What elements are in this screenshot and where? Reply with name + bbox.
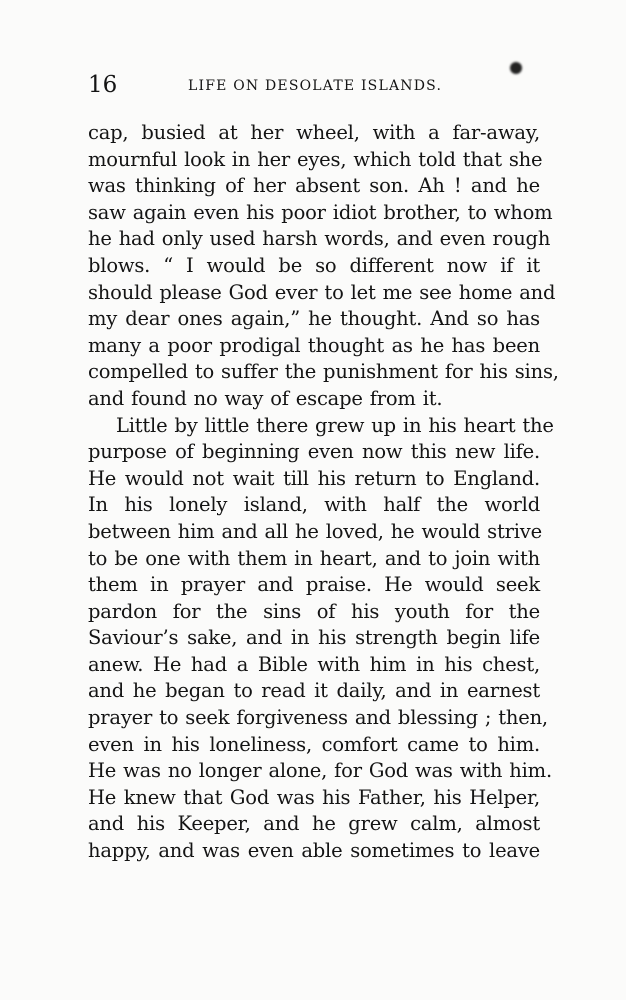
text-line: my dear ones again,” he thought. And so has	[88, 307, 540, 331]
paragraph	[88, 120, 559, 413]
text-line: prayer to seek forgiveness and blessing ; then,	[88, 706, 548, 730]
text-line: He knew that God was his Father, his Helper,	[88, 785, 540, 809]
text-line: and found no way of escape from it.	[88, 386, 443, 410]
text-line: he had only used harsh words, and even rough	[88, 227, 551, 251]
page-body	[88, 120, 559, 865]
text-line: happy, and was even able sometimes to leave	[88, 839, 540, 863]
text-line: Little by little there grew up in his heart the	[116, 413, 554, 437]
text-line: Saviour’s sake, and in his strength begin life	[88, 626, 540, 650]
paragraph	[88, 413, 554, 865]
running-header	[88, 72, 540, 102]
text-line: In his lonely island, with half the world	[88, 493, 540, 517]
text-line: and he began to read it daily, and in earnest	[88, 679, 540, 703]
text-line: them in prayer and praise. He would seek	[88, 573, 540, 597]
text-line: should please God ever to let me see home and	[88, 280, 556, 304]
text-line: anew. He had a Bible with him in his chest,	[88, 652, 540, 676]
text-line: blows. “ I would be so different now if it	[88, 253, 540, 277]
text-line: many a poor prodigal thought as he has been	[88, 333, 540, 357]
running-title: LIFE ON DESOLATE ISLANDS.	[188, 78, 443, 94]
text-line: compelled to suffer the punishment for his sins,	[88, 360, 559, 384]
text-line: to be one with them in heart, and to join with	[88, 546, 540, 570]
text-line: was thinking of her absent son. Ah ! and he	[88, 174, 540, 198]
text-line: pardon for the sins of his youth for the	[88, 599, 540, 623]
text-line: and his Keeper, and he grew calm, almost	[88, 812, 540, 836]
text-line: He was no longer alone, for God was with him.	[88, 759, 552, 783]
text-line: between him and all he loved, he would strive	[88, 519, 542, 543]
text-line: mournful look in her eyes, which told that she	[88, 147, 543, 171]
text-line: cap, busied at her wheel, with a far-away,	[88, 121, 540, 144]
text-line: even in his loneliness, comfort came to him.	[88, 732, 540, 756]
page-number: 16	[88, 72, 118, 98]
text-line: He would not wait till his return to England.	[88, 466, 540, 490]
text-line: saw again even his poor idiot brother, to whom	[88, 200, 553, 224]
text-line: purpose of beginning even now this new life.	[88, 440, 540, 464]
ink-speck	[510, 62, 522, 74]
